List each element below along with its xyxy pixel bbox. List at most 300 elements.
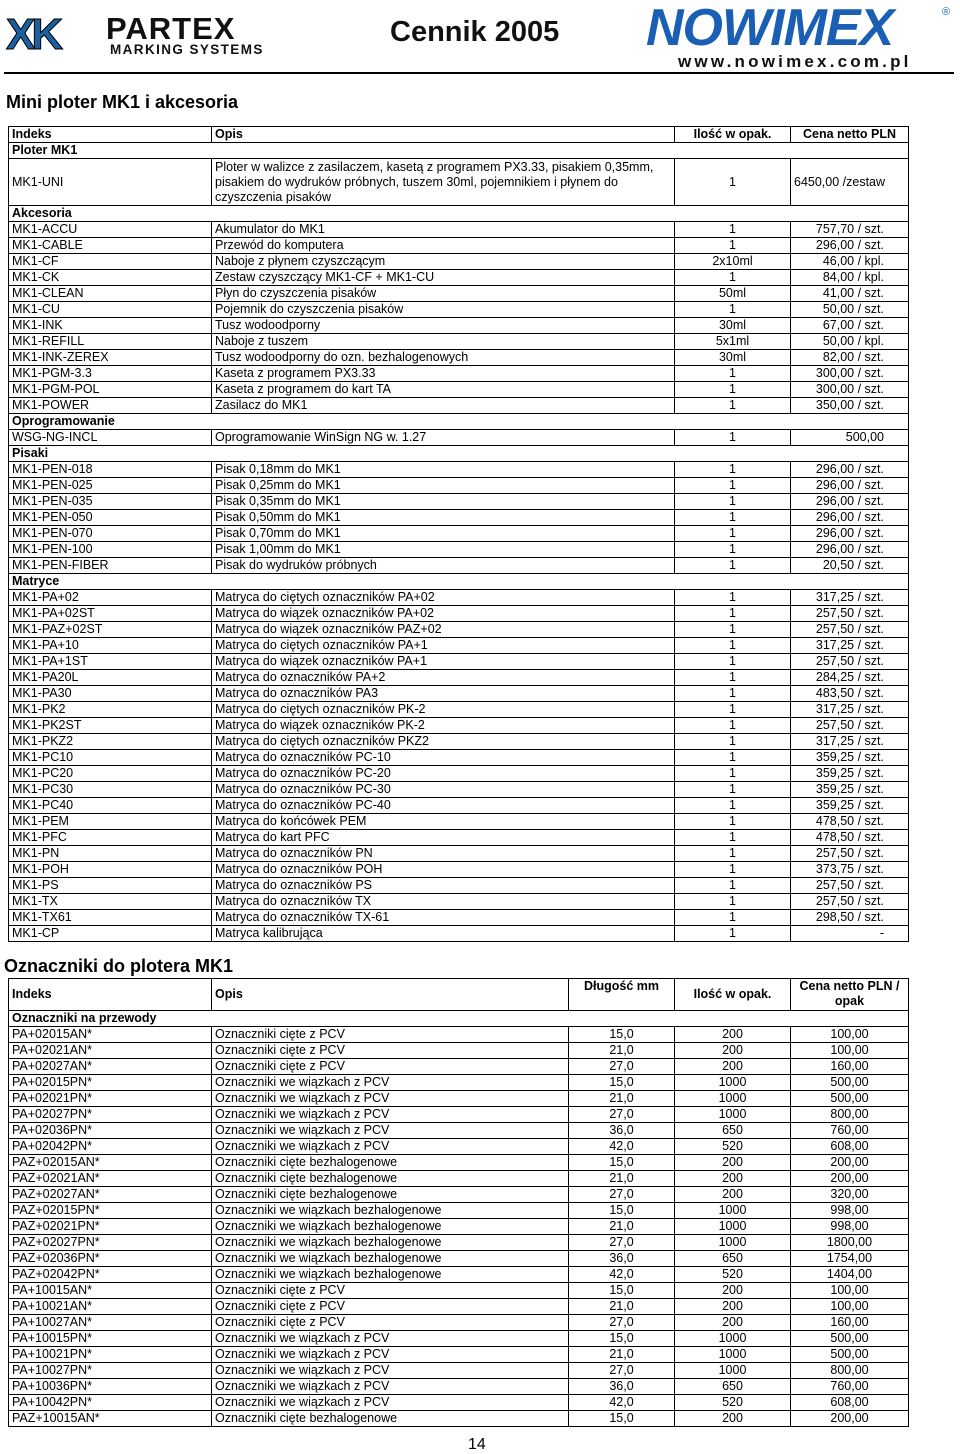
table-cell: 30ml bbox=[675, 350, 791, 366]
table-cell: 500,00 bbox=[791, 1091, 909, 1107]
table-cell: PAZ+02021AN* bbox=[9, 1171, 212, 1187]
table-row bbox=[9, 654, 909, 670]
table-cell: 50,00 / kpl. bbox=[791, 334, 909, 350]
table-cell: MK1-INK-ZEREX bbox=[9, 350, 212, 366]
table-cell: PAZ+02027AN* bbox=[9, 1187, 212, 1203]
nowimex-logo: NOWIMEX bbox=[646, 0, 894, 57]
table-cell: 1 bbox=[675, 558, 791, 574]
table-cell: 41,00 / szt. bbox=[791, 286, 909, 302]
table-cell: PA+10015AN* bbox=[9, 1283, 212, 1299]
table-cell: 296,00 / szt. bbox=[791, 462, 909, 478]
category-label: Oprogramowanie bbox=[9, 414, 909, 430]
table-cell: 1000 bbox=[675, 1363, 791, 1379]
table-row bbox=[9, 1075, 909, 1091]
table-cell: 757,70 / szt. bbox=[791, 222, 909, 238]
table-cell: MK1-PEN-070 bbox=[9, 526, 212, 542]
table-cell: 296,00 / szt. bbox=[791, 478, 909, 494]
table-cell: 257,50 / szt. bbox=[791, 878, 909, 894]
table-cell: 296,00 / szt. bbox=[791, 526, 909, 542]
table-cell: 1 bbox=[675, 798, 791, 814]
category-label: Pisaki bbox=[9, 446, 909, 462]
category-label: Matryce bbox=[9, 574, 909, 590]
table-cell: 1754,00 bbox=[791, 1251, 909, 1267]
table-row bbox=[9, 750, 909, 766]
column-header: Indeks bbox=[9, 979, 212, 1011]
category-label: Oznaczniki na przewody bbox=[9, 1011, 909, 1027]
table-cell: 1000 bbox=[675, 1235, 791, 1251]
table-cell: Matryca do oznaczników PA3 bbox=[212, 686, 675, 702]
table-cell: 300,00 / szt. bbox=[791, 382, 909, 398]
table-cell: 520 bbox=[675, 1139, 791, 1155]
table-cell: MK1-PGM-3.3 bbox=[9, 366, 212, 382]
table-cell: MK1-CU bbox=[9, 302, 212, 318]
column-header: Cena netto PLN / opak bbox=[791, 979, 909, 1011]
table-cell: MK1-PEN-100 bbox=[9, 542, 212, 558]
table-cell: MK1-PAZ+02ST bbox=[9, 622, 212, 638]
table-cell: Oznaczniki cięte bezhalogenowe bbox=[212, 1171, 569, 1187]
table-cell: MK1-PA+02ST bbox=[9, 606, 212, 622]
table-cell: 36,0 bbox=[569, 1379, 675, 1395]
table-cell: 82,00 / szt. bbox=[791, 350, 909, 366]
table-cell: PA+10021PN* bbox=[9, 1347, 212, 1363]
table-cell: 1 bbox=[675, 478, 791, 494]
table-cell: PAZ+02036PN* bbox=[9, 1251, 212, 1267]
table-cell: 373,75 / szt. bbox=[791, 862, 909, 878]
table-cell: Ploter w walizce z zasilaczem, kasetą z programem PX3.33, pisakiem 0,35mm, pisakiem do wydruków próbnych, tuszem 30ml, pojemnikiem i płynem do czyszczenia pisaków bbox=[212, 159, 675, 206]
table-cell: PA+02015AN* bbox=[9, 1027, 212, 1043]
table-cell: PA+02036PN* bbox=[9, 1123, 212, 1139]
table-cell: Oznaczniki we wiązkach bezhalogenowe bbox=[212, 1203, 569, 1219]
table-cell: 15,0 bbox=[569, 1155, 675, 1171]
website-url: www.nowimex.com.pl bbox=[678, 52, 912, 71]
table-cell: 1 bbox=[675, 494, 791, 510]
table-cell: 257,50 / szt. bbox=[791, 894, 909, 910]
table-cell: PAZ+02015AN* bbox=[9, 1155, 212, 1171]
table-row bbox=[9, 590, 909, 606]
table-cell: 200 bbox=[675, 1283, 791, 1299]
price-table-oznaczniki bbox=[8, 978, 909, 1427]
table-cell: 296,00 / szt. bbox=[791, 510, 909, 526]
table-cell: PA+02027AN* bbox=[9, 1059, 212, 1075]
table-cell: 760,00 bbox=[791, 1123, 909, 1139]
table-cell: 1000 bbox=[675, 1091, 791, 1107]
table-cell: 650 bbox=[675, 1379, 791, 1395]
table-cell: 15,0 bbox=[569, 1075, 675, 1091]
table-cell: 520 bbox=[675, 1395, 791, 1411]
table-row bbox=[9, 1315, 909, 1331]
table-cell: Matryca do wiązek oznaczników PAZ+02 bbox=[212, 622, 675, 638]
table-row bbox=[9, 382, 909, 398]
table-row bbox=[9, 846, 909, 862]
table-row bbox=[9, 638, 909, 654]
table-cell: 100,00 bbox=[791, 1027, 909, 1043]
table-row bbox=[9, 1347, 909, 1363]
table-cell: 42,0 bbox=[569, 1395, 675, 1411]
table-cell: MK1-PA30 bbox=[9, 686, 212, 702]
table-cell: 200 bbox=[675, 1043, 791, 1059]
table-cell: Akumulator do MK1 bbox=[212, 222, 675, 238]
table-cell: 21,0 bbox=[569, 1299, 675, 1315]
table-row bbox=[9, 222, 909, 238]
table-row bbox=[9, 1379, 909, 1395]
table-cell: Oznaczniki cięte bezhalogenowe bbox=[212, 1155, 569, 1171]
table-cell: 100,00 bbox=[791, 1043, 909, 1059]
table-row bbox=[9, 526, 909, 542]
table-row bbox=[9, 1395, 909, 1411]
table-cell: Zestaw czyszczący MK1-CF + MK1-CU bbox=[212, 270, 675, 286]
table-row bbox=[9, 478, 909, 494]
table-header-row bbox=[9, 127, 909, 143]
table-cell: 21,0 bbox=[569, 1091, 675, 1107]
table-cell: Oznaczniki cięte z PCV bbox=[212, 1043, 569, 1059]
table-cell: 317,25 / szt. bbox=[791, 702, 909, 718]
table-cell: 257,50 / szt. bbox=[791, 718, 909, 734]
table-cell: 27,0 bbox=[569, 1107, 675, 1123]
table-row bbox=[9, 430, 909, 446]
table-row bbox=[9, 910, 909, 926]
table-row bbox=[9, 1219, 909, 1235]
table-cell: 1404,00 bbox=[791, 1267, 909, 1283]
table-cell: 1 bbox=[675, 382, 791, 398]
table-cell: 36,0 bbox=[569, 1251, 675, 1267]
table-cell: 1 bbox=[675, 222, 791, 238]
table-cell: PA+02021PN* bbox=[9, 1091, 212, 1107]
table-cell: 200 bbox=[675, 1027, 791, 1043]
table-cell: 296,00 / szt. bbox=[791, 238, 909, 254]
table-cell: MK1-PKZ2 bbox=[9, 734, 212, 750]
table-cell: Oznaczniki we wiązkach z PCV bbox=[212, 1331, 569, 1347]
table-cell: Matryca do oznaczników TX bbox=[212, 894, 675, 910]
table-row bbox=[9, 766, 909, 782]
table-row bbox=[9, 1283, 909, 1299]
partex-logo-name: PARTEX bbox=[106, 11, 236, 46]
table-cell: 320,00 bbox=[791, 1187, 909, 1203]
table-row bbox=[9, 254, 909, 270]
table-cell: 317,25 / szt. bbox=[791, 638, 909, 654]
table-cell: 1 bbox=[675, 159, 791, 206]
table-row bbox=[9, 798, 909, 814]
table-cell: 200 bbox=[675, 1171, 791, 1187]
column-header: Długość mm bbox=[569, 979, 675, 1011]
table-cell: 760,00 bbox=[791, 1379, 909, 1395]
table-cell: 478,50 / szt. bbox=[791, 830, 909, 846]
table-cell: 1 bbox=[675, 894, 791, 910]
table-row bbox=[9, 718, 909, 734]
table-cell: 1 bbox=[675, 686, 791, 702]
table-cell: 1 bbox=[675, 430, 791, 446]
price-table-ploter bbox=[8, 126, 909, 942]
table-cell: 27,0 bbox=[569, 1363, 675, 1379]
table-cell: Matryca do wiązek oznaczników PA+1 bbox=[212, 654, 675, 670]
table-cell: 21,0 bbox=[569, 1347, 675, 1363]
table-cell: 1 bbox=[675, 510, 791, 526]
table-cell: MK1-PEN-018 bbox=[9, 462, 212, 478]
table-cell: 200,00 bbox=[791, 1171, 909, 1187]
table-cell: 1000 bbox=[675, 1331, 791, 1347]
table-cell: Oznaczniki we wiązkach bezhalogenowe bbox=[212, 1219, 569, 1235]
table-cell: 1 bbox=[675, 238, 791, 254]
table-cell: Matryca do oznaczników TX-61 bbox=[212, 910, 675, 926]
table-cell: 1 bbox=[675, 622, 791, 638]
table-cell: 257,50 / szt. bbox=[791, 622, 909, 638]
page-header bbox=[0, 0, 960, 76]
table-cell: 1 bbox=[675, 638, 791, 654]
table-cell: 15,0 bbox=[569, 1027, 675, 1043]
table-row bbox=[9, 1251, 909, 1267]
table-row bbox=[9, 782, 909, 798]
table-cell: Kaseta z programem PX3.33 bbox=[212, 366, 675, 382]
table-cell: MK1-PEM bbox=[9, 814, 212, 830]
table-cell: 1000 bbox=[675, 1203, 791, 1219]
table-cell: 1000 bbox=[675, 1107, 791, 1123]
table-cell: 21,0 bbox=[569, 1219, 675, 1235]
table-cell: 650 bbox=[675, 1123, 791, 1139]
table-cell: 296,00 / szt. bbox=[791, 542, 909, 558]
table-cell: 1 bbox=[675, 302, 791, 318]
table-cell: Oznaczniki cięte z PCV bbox=[212, 1283, 569, 1299]
table-row bbox=[9, 734, 909, 750]
table-cell: 67,00 / szt. bbox=[791, 318, 909, 334]
table-cell: MK1-PFC bbox=[9, 830, 212, 846]
table-cell: MK1-ACCU bbox=[9, 222, 212, 238]
table-row bbox=[9, 1411, 909, 1427]
table-cell: 800,00 bbox=[791, 1107, 909, 1123]
table-cell: Matryca do oznaczników PA+2 bbox=[212, 670, 675, 686]
table-row bbox=[9, 1171, 909, 1187]
table-cell: Oznaczniki we wiązkach z PCV bbox=[212, 1395, 569, 1411]
column-header: Cena netto PLN bbox=[791, 127, 909, 143]
table-cell: MK1-CF bbox=[9, 254, 212, 270]
table-cell: 1000 bbox=[675, 1075, 791, 1091]
table-cell: 27,0 bbox=[569, 1059, 675, 1075]
table-cell: Matryca do oznaczników POH bbox=[212, 862, 675, 878]
table-cell: 200 bbox=[675, 1155, 791, 1171]
table-row bbox=[9, 1043, 909, 1059]
table-cell: 50ml bbox=[675, 286, 791, 302]
table-cell: 500,00 bbox=[791, 430, 909, 446]
table-cell: 42,0 bbox=[569, 1267, 675, 1283]
table-cell: MK1-PEN-035 bbox=[9, 494, 212, 510]
table-cell: Pisak 0,70mm do MK1 bbox=[212, 526, 675, 542]
table-cell: Pisak 0,50mm do MK1 bbox=[212, 510, 675, 526]
table-cell: 15,0 bbox=[569, 1283, 675, 1299]
table-cell: 200 bbox=[675, 1059, 791, 1075]
table-cell: Matryca do kart PFC bbox=[212, 830, 675, 846]
table-row bbox=[9, 350, 909, 366]
table-cell: Matryca do ciętych oznaczników PA+1 bbox=[212, 638, 675, 654]
category-row bbox=[9, 414, 909, 430]
table-cell: MK1-PK2 bbox=[9, 702, 212, 718]
table-cell: 200 bbox=[675, 1299, 791, 1315]
table-row bbox=[9, 1187, 909, 1203]
table-row bbox=[9, 1331, 909, 1347]
column-header: Ilość w opak. bbox=[675, 979, 791, 1011]
table-cell: 998,00 bbox=[791, 1203, 909, 1219]
table-cell: Oznaczniki cięte z PCV bbox=[212, 1027, 569, 1043]
table-cell: Matryca do wiązek oznaczników PA+02 bbox=[212, 606, 675, 622]
table-cell: Matryca do oznaczników PC-20 bbox=[212, 766, 675, 782]
table-cell: 1 bbox=[675, 270, 791, 286]
table-cell: 300,00 / szt. bbox=[791, 366, 909, 382]
table-row bbox=[9, 318, 909, 334]
section-title-oznaczniki: Oznaczniki do plotera MK1 bbox=[4, 956, 234, 976]
table-cell: 160,00 bbox=[791, 1315, 909, 1331]
table-row bbox=[9, 558, 909, 574]
table-row bbox=[9, 862, 909, 878]
table-row bbox=[9, 366, 909, 382]
table-cell: 20,50 / szt. bbox=[791, 558, 909, 574]
table-cell: PA+10027PN* bbox=[9, 1363, 212, 1379]
table-cell: MK1-PGM-POL bbox=[9, 382, 212, 398]
table-cell: 284,25 / szt. bbox=[791, 670, 909, 686]
table-cell: MK1-TX bbox=[9, 894, 212, 910]
table-cell: 1 bbox=[675, 606, 791, 622]
table-cell: Matryca do oznaczników PN bbox=[212, 846, 675, 862]
table-cell: Tusz wodoodporny do ozn. bezhalogenowych bbox=[212, 350, 675, 366]
table-cell: MK1-PC40 bbox=[9, 798, 212, 814]
table-cell: 100,00 bbox=[791, 1283, 909, 1299]
table-cell: WSG-NG-INCL bbox=[9, 430, 212, 446]
table-row bbox=[9, 1299, 909, 1315]
table-cell: MK1-CP bbox=[9, 926, 212, 942]
table-cell: 84,00 / kpl. bbox=[791, 270, 909, 286]
table-row bbox=[9, 494, 909, 510]
table-row bbox=[9, 398, 909, 414]
table-cell: PA+10042PN* bbox=[9, 1395, 212, 1411]
table-cell: PAZ+02042PN* bbox=[9, 1267, 212, 1283]
table-cell: 1 bbox=[675, 830, 791, 846]
table-row bbox=[9, 510, 909, 526]
table-cell: Oznaczniki we wiązkach z PCV bbox=[212, 1123, 569, 1139]
table-cell: 1 bbox=[675, 846, 791, 862]
table-cell: 800,00 bbox=[791, 1363, 909, 1379]
table-cell: 1 bbox=[675, 782, 791, 798]
table-cell: Oprogramowanie WinSign NG w. 1.27 bbox=[212, 430, 675, 446]
table-row bbox=[9, 1059, 909, 1075]
table-cell: 200,00 bbox=[791, 1411, 909, 1427]
table-cell: 257,50 / szt. bbox=[791, 654, 909, 670]
table-cell: Oznaczniki we wiązkach z PCV bbox=[212, 1075, 569, 1091]
table-cell: MK1-TX61 bbox=[9, 910, 212, 926]
table-cell: 483,50 / szt. bbox=[791, 686, 909, 702]
table-cell: 21,0 bbox=[569, 1171, 675, 1187]
table-cell: 200 bbox=[675, 1315, 791, 1331]
table-row bbox=[9, 462, 909, 478]
table-cell: 200 bbox=[675, 1411, 791, 1427]
section-title-ploter: Mini ploter MK1 i akcesoria bbox=[6, 92, 239, 112]
table-cell: Matryca do końcówek PEM bbox=[212, 814, 675, 830]
table-cell: Oznaczniki we wiązkach z PCV bbox=[212, 1347, 569, 1363]
table-cell: 1000 bbox=[675, 1347, 791, 1363]
table-cell: Matryca do ciętych oznaczników PKZ2 bbox=[212, 734, 675, 750]
table-cell: Oznaczniki cięte bezhalogenowe bbox=[212, 1187, 569, 1203]
table-cell: MK1-UNI bbox=[9, 159, 212, 206]
table-cell: 1 bbox=[675, 590, 791, 606]
column-header: Opis bbox=[212, 127, 675, 143]
table-row bbox=[9, 159, 909, 206]
table-cell: MK1-PEN-050 bbox=[9, 510, 212, 526]
table-cell: 1800,00 bbox=[791, 1235, 909, 1251]
column-header: Indeks bbox=[9, 127, 212, 143]
table-cell: Oznaczniki we wiązkach bezhalogenowe bbox=[212, 1267, 569, 1283]
column-header: Opis bbox=[212, 979, 569, 1011]
table-row bbox=[9, 702, 909, 718]
table-cell: MK1-PEN-FIBER bbox=[9, 558, 212, 574]
partex-logo-tagline: MARKING SYSTEMS bbox=[110, 42, 264, 57]
table-row bbox=[9, 1155, 909, 1171]
table-cell: 15,0 bbox=[569, 1203, 675, 1219]
table-cell: Matryca do ciętych oznaczników PA+02 bbox=[212, 590, 675, 606]
table-cell: Pisak 0,25mm do MK1 bbox=[212, 478, 675, 494]
table-row bbox=[9, 238, 909, 254]
table-cell: 30ml bbox=[675, 318, 791, 334]
table-cell: 257,50 / szt. bbox=[791, 846, 909, 862]
table-cell: MK1-PA+02 bbox=[9, 590, 212, 606]
table-cell: Oznaczniki cięte z PCV bbox=[212, 1299, 569, 1315]
table-cell: 998,00 bbox=[791, 1219, 909, 1235]
table-cell: MK1-PEN-025 bbox=[9, 478, 212, 494]
table-cell: 1 bbox=[675, 878, 791, 894]
table-cell: PA+10015PN* bbox=[9, 1331, 212, 1347]
table-row bbox=[9, 286, 909, 302]
table-cell: Naboje z płynem czyszczącym bbox=[212, 254, 675, 270]
table-row bbox=[9, 1139, 909, 1155]
table-row bbox=[9, 1235, 909, 1251]
table-cell: 27,0 bbox=[569, 1187, 675, 1203]
table-cell: 15,0 bbox=[569, 1331, 675, 1347]
table-cell: 520 bbox=[675, 1267, 791, 1283]
table-cell: MK1-PA20L bbox=[9, 670, 212, 686]
table-cell: 1 bbox=[675, 702, 791, 718]
table-cell: MK1-CLEAN bbox=[9, 286, 212, 302]
table-cell: Matryca do oznaczników PC-10 bbox=[212, 750, 675, 766]
table-cell: 50,00 / szt. bbox=[791, 302, 909, 318]
table-cell: 1 bbox=[675, 734, 791, 750]
table-cell: PAZ+02021PN* bbox=[9, 1219, 212, 1235]
table-cell: - bbox=[791, 926, 909, 942]
table-cell: PA+02015PN* bbox=[9, 1075, 212, 1091]
table-header-row bbox=[9, 979, 909, 1011]
table-cell: 500,00 bbox=[791, 1075, 909, 1091]
table-cell: 1 bbox=[675, 910, 791, 926]
table-row bbox=[9, 334, 909, 350]
table-cell: 1 bbox=[675, 814, 791, 830]
table-cell: 200 bbox=[675, 1187, 791, 1203]
table-cell: Zasilacz do MK1 bbox=[212, 398, 675, 414]
table-cell: Matryca do oznaczników PS bbox=[212, 878, 675, 894]
table-cell: Pisak 0,35mm do MK1 bbox=[212, 494, 675, 510]
table-cell: 1 bbox=[675, 462, 791, 478]
table-cell: 200,00 bbox=[791, 1155, 909, 1171]
table-cell: 478,50 / szt. bbox=[791, 814, 909, 830]
table-row bbox=[9, 1203, 909, 1219]
table-cell: 296,00 / szt. bbox=[791, 494, 909, 510]
table-cell: Przewód do komputera bbox=[212, 238, 675, 254]
table-cell: MK1-CABLE bbox=[9, 238, 212, 254]
table-cell: Oznaczniki we wiązkach z PCV bbox=[212, 1379, 569, 1395]
table-row bbox=[9, 622, 909, 638]
table-cell: 27,0 bbox=[569, 1315, 675, 1331]
table-cell: 1 bbox=[675, 366, 791, 382]
table-cell: MK1-REFILL bbox=[9, 334, 212, 350]
table-cell: 298,50 / szt. bbox=[791, 910, 909, 926]
table-cell: Kaseta z programem do kart TA bbox=[212, 382, 675, 398]
table-cell: MK1-PA+10 bbox=[9, 638, 212, 654]
table-row bbox=[9, 1267, 909, 1283]
table-cell: PA+02042PN* bbox=[9, 1139, 212, 1155]
table-cell: Pojemnik do czyszczenia pisaków bbox=[212, 302, 675, 318]
table-cell: 608,00 bbox=[791, 1139, 909, 1155]
